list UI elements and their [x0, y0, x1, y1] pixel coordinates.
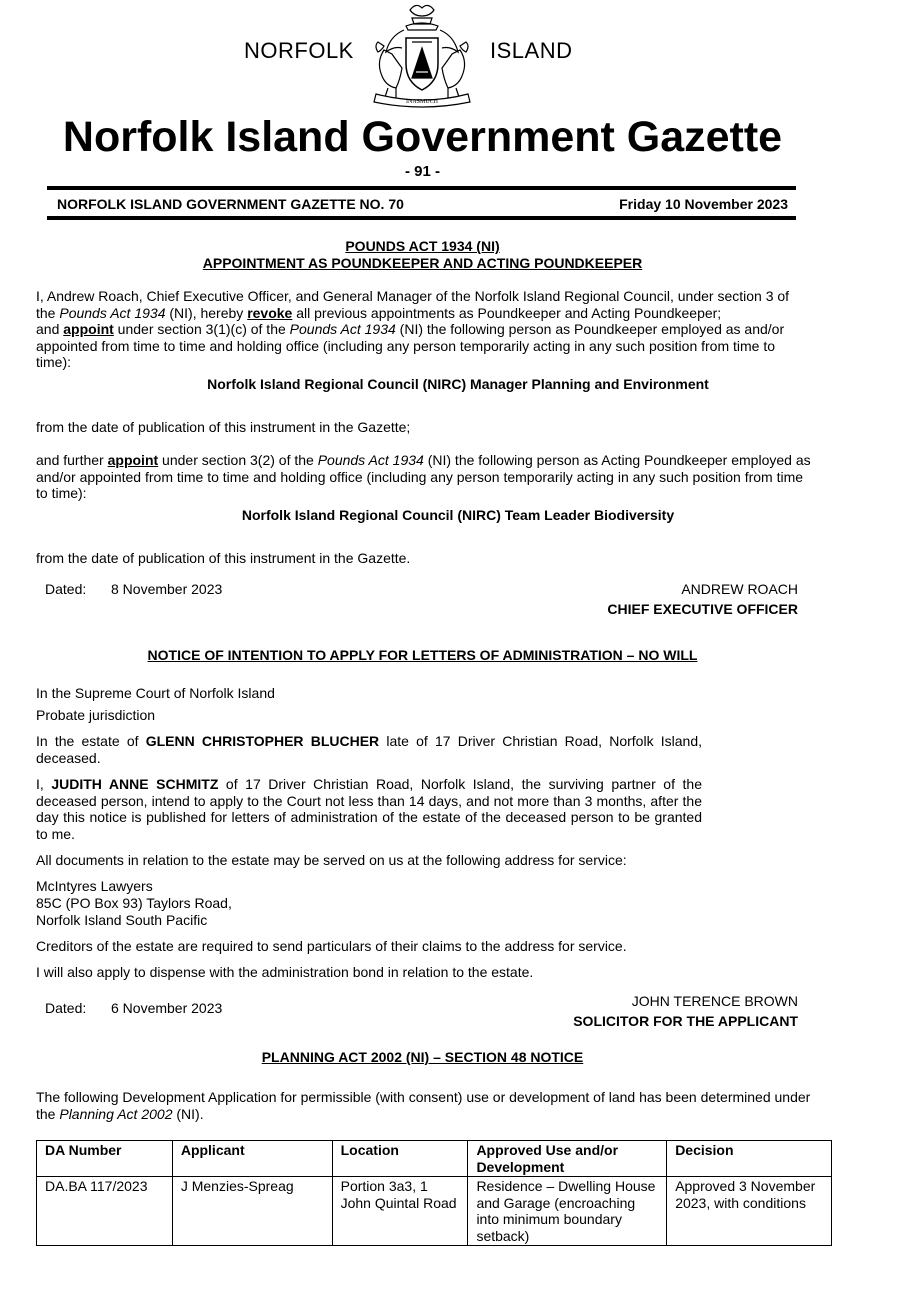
masthead	[57, 196, 788, 213]
page-number: - 91 -	[404, 163, 440, 180]
pounds-signer-name: ANDREW ROACH	[681, 581, 798, 597]
planning-title: PLANNING ACT 2002 (NI) – SECTION 48 NOTICE	[261, 1049, 584, 1065]
planning-intro: The following Development Application for permissible (with consent) use or development of land has been determined under the Planning Act 2002 (NI).	[36, 1089, 811, 1122]
header-island-word: ISLAND	[490, 38, 573, 63]
gazette-title: Norfolk Island Government Gazette	[62, 113, 783, 161]
header-norfolk-word: NORFOLK	[244, 38, 354, 63]
column-header-decision: Decision	[667, 1141, 832, 1177]
column-header-da-number: DA Number	[37, 1141, 173, 1177]
probate-intent-paragraph: I, JUDITH ANNE SCHMITZ of 17 Driver Christian Road, Norfolk Island, the surviving partner of the deceased person, intend to apply to the Court not less than 14 days, and not more than 3 months, after the day this notice is published for letters of administration of the estate of the deceased person to be granted to me.	[36, 776, 702, 842]
probate-address-line-2: 85C (PO Box 93) Taylors Road,	[36, 895, 232, 911]
pounds-subtitle: APPOINTMENT AS POUNDKEEPER AND ACTING POUNDKEEPER	[202, 255, 643, 271]
column-header-approved-use: Approved Use and/or Development	[468, 1141, 667, 1177]
development-application-table	[36, 1140, 832, 1246]
pounds-title: POUNDS ACT 1934 (NI)	[345, 238, 500, 254]
cell-applicant: J Menzies-Spreag	[172, 1177, 332, 1246]
probate-dated-value: 6 November 2023	[111, 1000, 223, 1016]
cell-da-number: DA.BA 117/2023	[37, 1177, 173, 1246]
pounds-from-date-2: from the date of publication of this instrument in the Gazette.	[36, 550, 411, 566]
probate-signer-name: JOHN TERENCE BROWN	[631, 993, 798, 1009]
cell-location: Portion 3a3, 1 John Quintal Road	[332, 1177, 468, 1246]
column-header-location: Location	[332, 1141, 468, 1177]
gazette-number: NORFOLK ISLAND GOVERNMENT GAZETTE NO. 70	[57, 196, 404, 212]
pounds-revoke-paragraph: I, Andrew Roach, Chief Executive Officer, and General Manager of the Norfolk Island Regional Council, under section 3 of the Pounds Act 1934 (NI), hereby revoke all previous appointments as Poundkeeper and Acting Poundkeeper;	[36, 288, 790, 321]
pounds-dated-value: 8 November 2023	[111, 581, 223, 597]
table-header-row	[37, 1141, 832, 1177]
probate-title: NOTICE OF INTENTION TO APPLY FOR LETTERS OF ADMINISTRATION – NO WILL	[147, 647, 698, 663]
column-header-applicant: Applicant	[172, 1141, 332, 1177]
probate-court: In the Supreme Court of Norfolk Island	[36, 685, 275, 701]
appointee-poundkeeper: Norfolk Island Regional Council (NIRC) Manager Planning and Environment	[207, 376, 709, 392]
pounds-dated-label: Dated:	[45, 581, 87, 597]
masthead-rule-bottom	[47, 216, 796, 220]
pounds-signer-title: CHIEF EXECUTIVE OFFICER	[607, 601, 798, 617]
probate-estate-paragraph: In the estate of GLENN CHRISTOPHER BLUCHER late of 17 Driver Christian Road, Norfolk Island, deceased.	[36, 733, 702, 766]
table-row	[37, 1177, 832, 1246]
gazette-date: Friday 10 November 2023	[619, 196, 788, 212]
probate-jurisdiction: Probate jurisdiction	[36, 707, 156, 723]
pounds-acting-paragraph: and further appoint under section 3(2) of the Pounds Act 1934 (NI) the following person as Acting Poundkeeper employed as and/or appointed from time to time and holding office (including any person temporarily acting in any such position from time to time):	[36, 452, 811, 501]
crest-motto: INASMUCH	[405, 99, 439, 105]
probate-bond: I will also apply to dispense with the administration bond in relation to the estate.	[36, 964, 534, 980]
coat-of-arms-icon	[366, 2, 478, 108]
probate-dated-label: Dated:	[45, 1000, 87, 1016]
pounds-appoint-paragraph: and appoint under section 3(1)(c) of the Pounds Act 1934 (NI) the following person as Poundkeeper employed as and/or appointed from time to time and holding office (including any person temporarily acting in any such position from time to time):	[36, 321, 785, 370]
probate-address-line-3: Norfolk Island South Pacific	[36, 912, 208, 928]
probate-signer-title: SOLICITOR FOR THE APPLICANT	[573, 1013, 798, 1029]
masthead-rule-top	[47, 186, 796, 190]
probate-documents: All documents in relation to the estate may be served on us at the following address for service:	[36, 852, 627, 868]
probate-creditors: Creditors of the estate are required to send particulars of their claims to the address for service.	[36, 938, 627, 954]
pounds-from-date-1: from the date of publication of this instrument in the Gazette;	[36, 419, 411, 435]
cell-decision: Approved 3 November 2023, with conditions	[667, 1177, 832, 1246]
cell-approved-use: Residence – Dwelling House and Garage (encroaching into minimum boundary setback)	[468, 1177, 667, 1246]
probate-address-line-1: McIntyres Lawyers	[36, 878, 153, 894]
appointee-acting-poundkeeper: Norfolk Island Regional Council (NIRC) Team Leader Biodiversity	[241, 507, 675, 523]
